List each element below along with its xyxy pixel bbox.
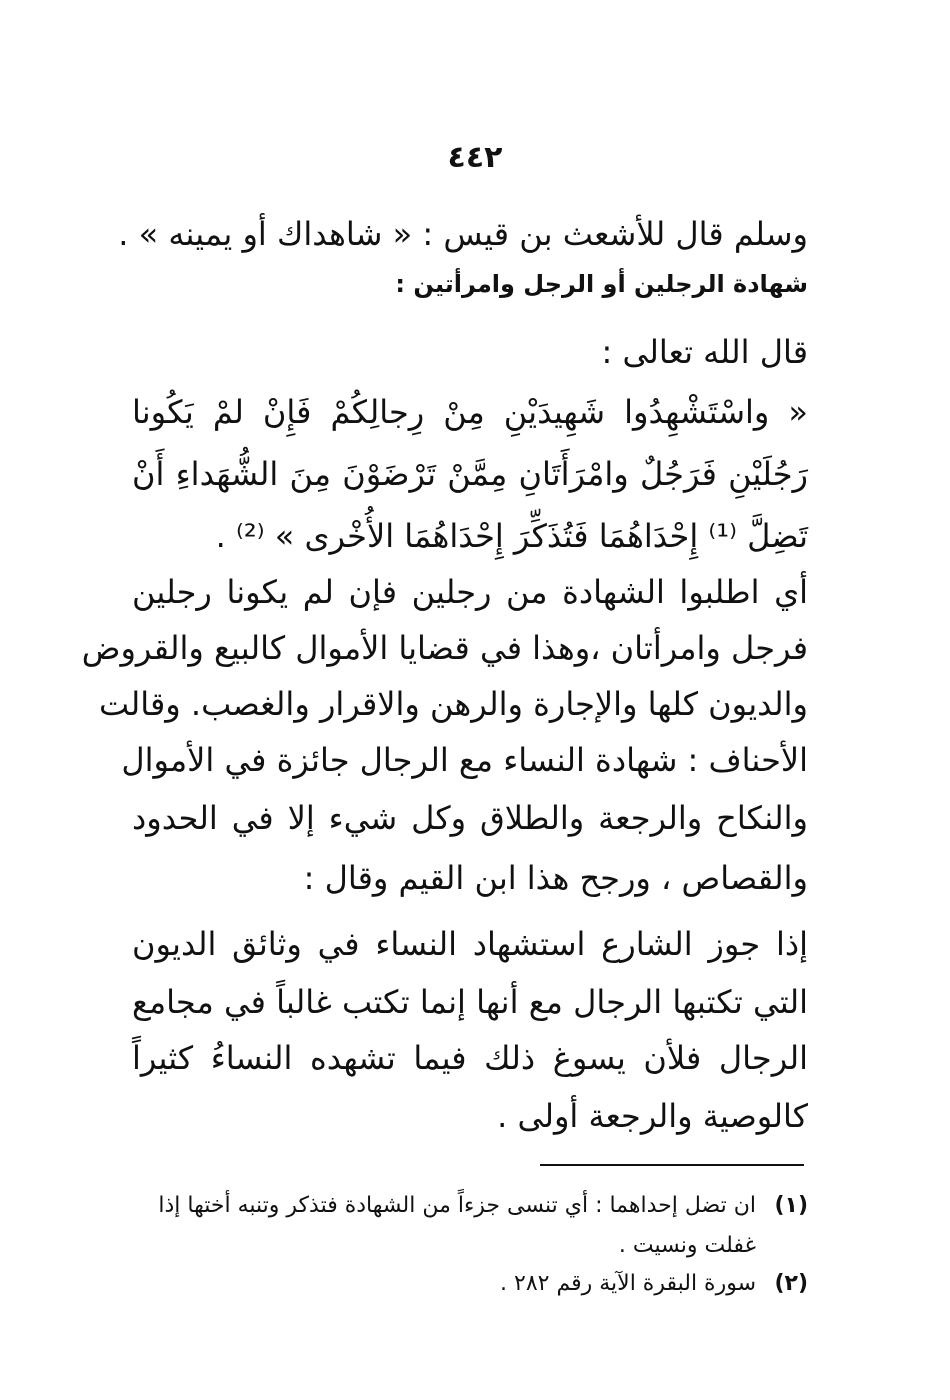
- footnote-divider: [540, 1164, 804, 1166]
- text-line: الرجال فلأن يسوغ ذلك فيما تشهده النساءُ كثيراً: [132, 1039, 808, 1077]
- text-line: والنكاح والرجعة والطلاق وكل شيء إلا في الحدود: [132, 799, 808, 837]
- text-line: التي تكتبها الرجال مع أنها إنما تكتب غالباً في مجامع: [132, 983, 808, 1021]
- footnote-text: سورة البقرة الآية رقم ٢٨٢ .: [500, 1271, 756, 1296]
- quran-verse-line: تَضِلَّ ⁽¹⁾ إِحْدَاهُمَا فَتُذَكِّرَ إِحْدَاهُمَا الأُخْرى » ⁽²⁾ .: [215, 517, 808, 555]
- text-line: والقصاص ، ورجح هذا ابن القيم وقال :: [303, 859, 808, 897]
- footnote-text: ان تضل إحداهما : أي تنسى جزءاً من الشهادة فتذكر وتنبه أختها إذا: [158, 1193, 756, 1218]
- footnote: [132, 1188, 808, 1224]
- footnote-marker: (١): [774, 1193, 808, 1218]
- footnote-marker: (٢): [774, 1271, 808, 1296]
- text-line: كالوصية والرجعة أولى .: [497, 1097, 808, 1135]
- text-line: الأحناف : شهادة النساء مع الرجال جائزة في الأموال: [121, 741, 808, 779]
- quran-verse-line: رَجُلَيْنِ فَرَجُلٌ وامْرَأَتَانِ مِمَّنْ تَرْضَوْنَ مِنَ الشُّهَداءِ أَنْ: [132, 455, 808, 493]
- footnote: [132, 1266, 808, 1302]
- text-line: قال الله تعالى :: [601, 333, 808, 371]
- text-line: أي اطلبوا الشهادة من رجلين فإن لم يكونا رجلين: [132, 573, 808, 611]
- footnote-continuation: غفلت ونسيت .: [618, 1233, 756, 1258]
- text-line: فرجل وامرأتان ،وهذا في قضايا الأموال كالبيع والقروض: [81, 629, 808, 667]
- text-line: إذا جوز الشارع استشهاد النساء في وثائق الديون: [132, 925, 808, 963]
- text-line: وسلم قال للأشعث بن قيس : « شاهداك أو يمينه » .: [118, 215, 808, 253]
- page-number: ٤٤٢: [447, 140, 503, 175]
- text-line: والديون كلها والإجارة والرهن والاقرار والغصب. وقالت: [99, 685, 808, 723]
- section-heading: شهادة الرجلين أو الرجل وامرأتين :: [395, 270, 808, 298]
- quran-verse-line: « واسْتَشْهِدُوا شَهِيدَيْنِ مِنْ رِجالِكُمْ فَإِنْ لمْ يَكُونا: [132, 393, 808, 431]
